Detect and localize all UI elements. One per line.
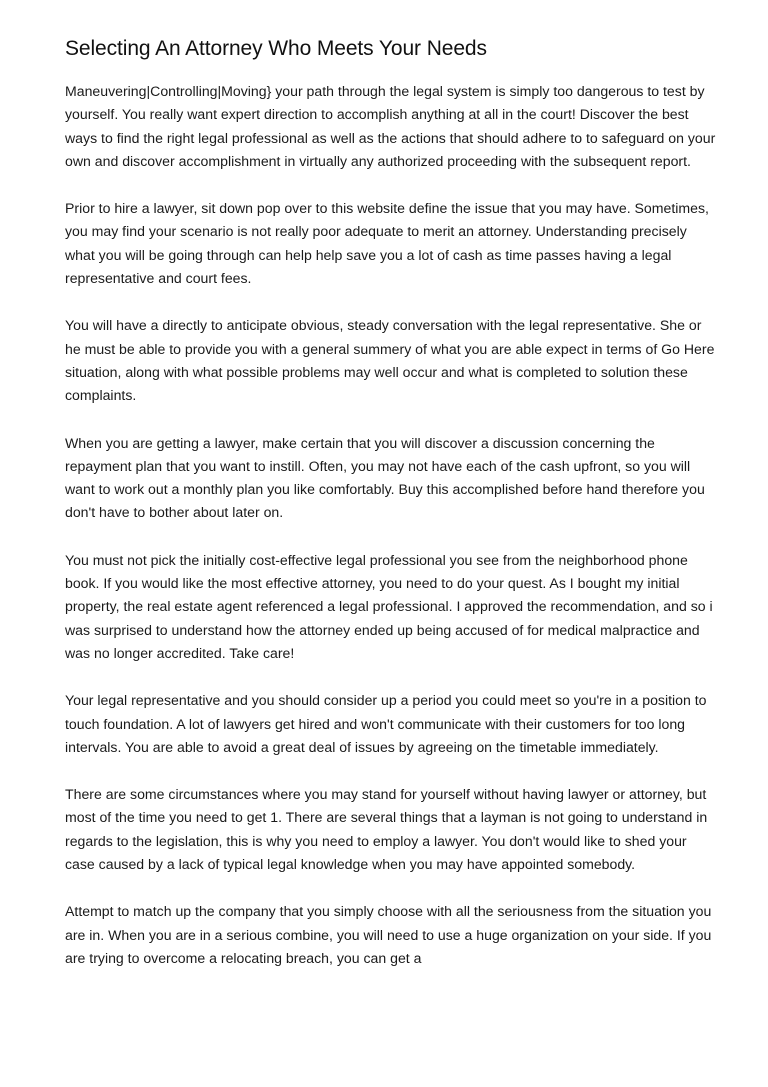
- paragraph-8: Attempt to match up the company that you simply choose with all the seriousness from the situation you are in. When you are in a serious combine, you will need to use a huge organization on your side. If you are trying to overcome a relocating breach, you can get a: [65, 903, 712, 966]
- paragraph-2: Prior to hire a lawyer, sit down pop over to this website define the issue that you may have. Sometimes, you may find your scenario is not really poor adequate to merit an attorney. Understanding precisely what you will be going through can help help save you a lot of cash as time passes having a legal representative and court fees.: [65, 200, 709, 287]
- document-title: Selecting An Attorney Who Meets Your Needs: [65, 37, 487, 60]
- paragraph-7: There are some circumstances where you may stand for yourself without having lawyer or attorney, but most of the time you need to get 1. There are several things that a layman is not going to understand in regards to the legislation, this is why you need to employ a lawyer. You don't would like to shed your case caused by a lack of typical legal knowledge when you may have appointed somebody.: [65, 786, 708, 873]
- paragraph-6: Your legal representative and you should consider up a period you could meet so you're in a position to touch foundation. A lot of lawyers get hired and won't communicate with their customers for too long intervals. You are able to avoid a great deal of issues by agreeing on the timetable immediately.: [65, 692, 707, 755]
- paragraph-3: You will have a directly to anticipate obvious, steady conversation with the legal representative. She or he must be able to provide you with a general summery of what you are able expect in terms of Go Here situation, along with what possible problems may well occur and what is completed to solution these complaints.: [65, 317, 715, 404]
- paragraph-5: You must not pick the initially cost-effective legal professional you see from the neighborhood phone book. If you would like the most effective attorney, you need to do your quest. As I bought my initial property, the real estate agent referenced a legal professional. I approved the recommendation, and so i was surprised to understand how the attorney ended up being accused of for medical malpractice and was no longer accredited. Take care!: [65, 551, 713, 661]
- document-body: [65, 80, 718, 970]
- paragraph-1: Maneuvering|Controlling|Moving} your path through the legal system is simply too dangerous to test by yourself. You really want expert direction to accomplish anything at all in the court! Discover the best ways to find the right legal professional as well as the actions that should adhere to to safeguard on your own and discover accomplishment in virtually any authorized proceeding with the subsequent report.: [65, 83, 716, 169]
- paragraph-4: When you are getting a lawyer, make certain that you will discover a discussion concerning the repayment plan that you want to instill. Often, you may not have each of the cash upfront, so you will want to work out a monthly plan you like comfortably. Buy this accomplished before hand therefore you don't have to bother about later on.: [65, 434, 705, 521]
